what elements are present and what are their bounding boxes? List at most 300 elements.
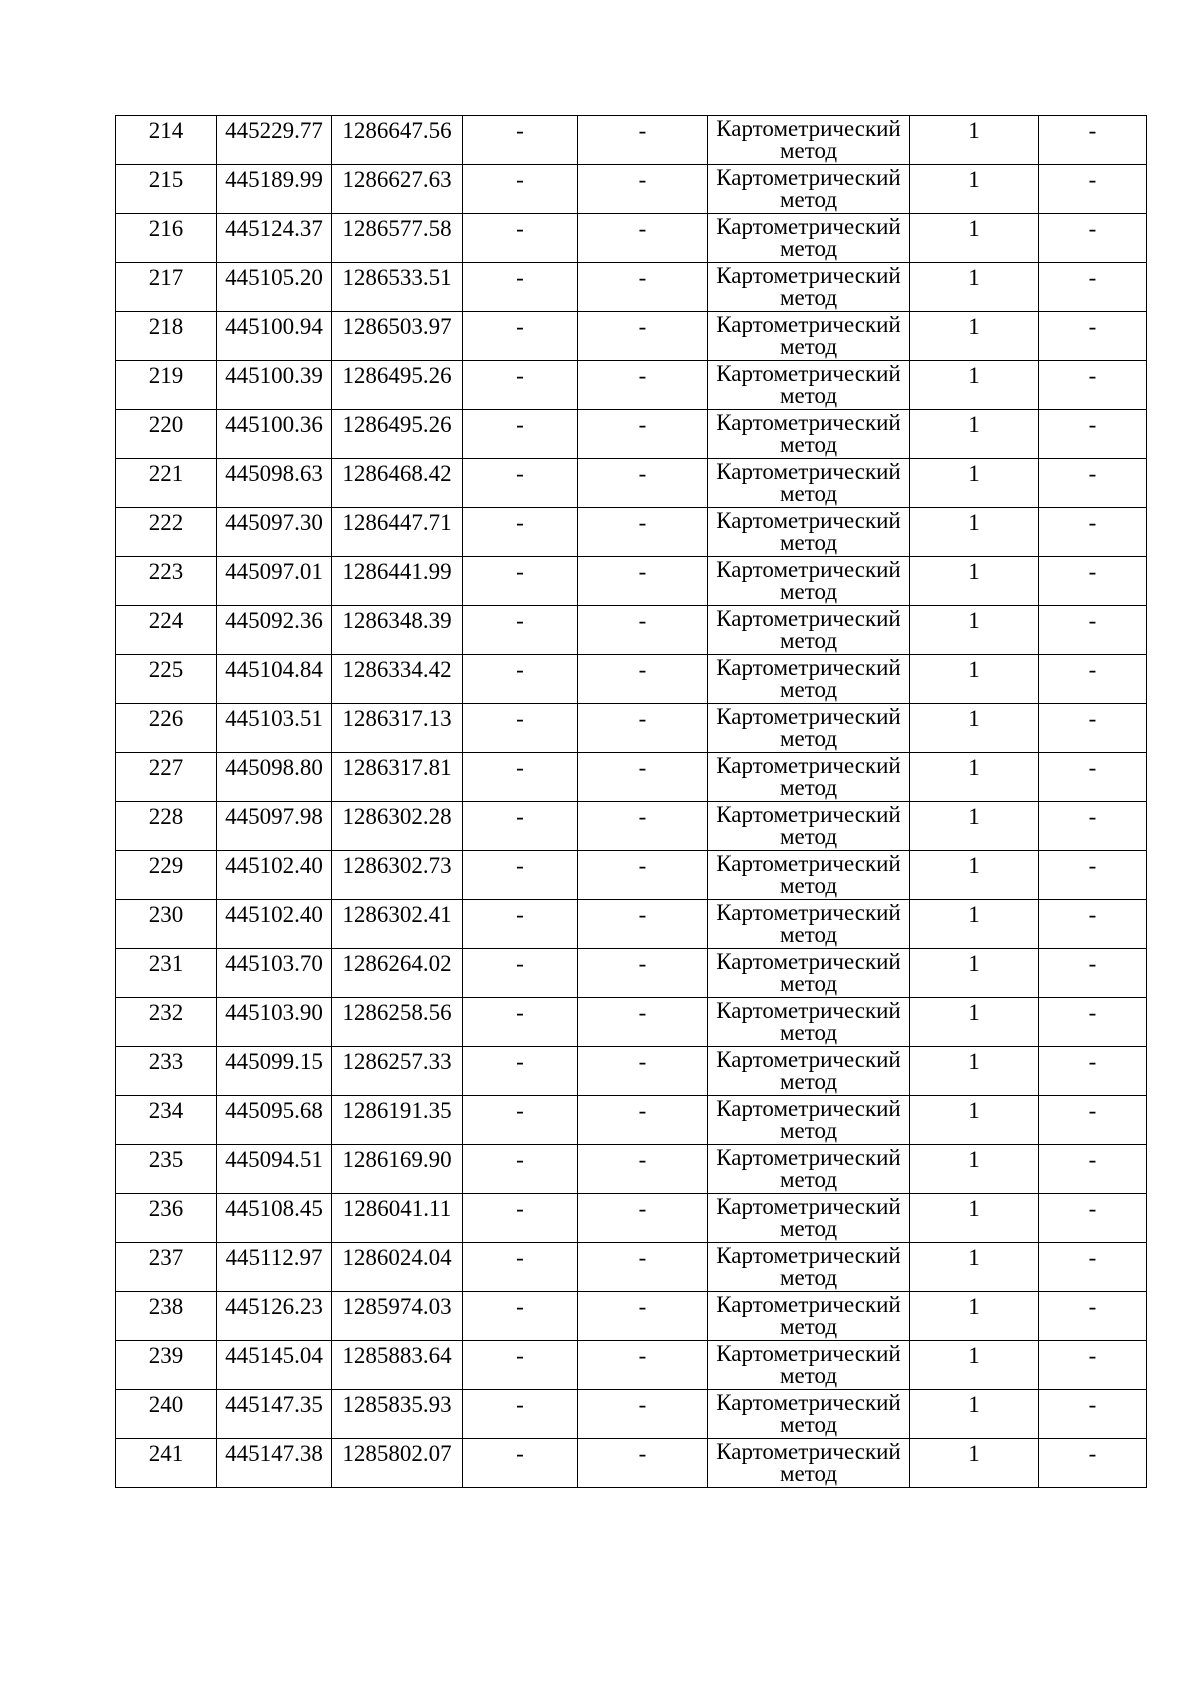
method-line-1: Картометрический: [716, 1243, 901, 1268]
column-4-cell: -: [463, 1145, 578, 1194]
method-cell: [708, 1243, 910, 1292]
method-line-1: Картометрический: [716, 606, 901, 631]
column-8-cell: -: [1039, 1243, 1147, 1292]
x-coordinate-cell: 445097.98: [217, 802, 332, 851]
point-number-cell: 238: [116, 1292, 217, 1341]
method-line-2: метод: [779, 824, 838, 849]
x-coordinate-cell: 445147.35: [217, 1390, 332, 1439]
x-coordinate-cell: 445189.99: [217, 165, 332, 214]
table-row: [116, 1292, 1147, 1341]
table-row: [116, 508, 1147, 557]
y-coordinate-cell: 1286468.42: [332, 459, 463, 508]
column-5-cell: -: [578, 949, 708, 998]
method-line-1: Картометрический: [716, 312, 901, 337]
column-5-cell: -: [578, 508, 708, 557]
x-coordinate-cell: 445098.63: [217, 459, 332, 508]
column-7-cell: 1: [910, 312, 1039, 361]
method-line-1: Картометрический: [716, 410, 901, 435]
method-line-2: метод: [779, 1118, 838, 1143]
column-7-cell: 1: [910, 263, 1039, 312]
method-cell: [708, 263, 910, 312]
x-coordinate-cell: 445103.70: [217, 949, 332, 998]
column-5-cell: -: [578, 410, 708, 459]
point-number-cell: 221: [116, 459, 217, 508]
method-line-2: метод: [779, 726, 838, 751]
method-cell: [708, 508, 910, 557]
method-line-1: Картометрический: [716, 508, 901, 533]
method-line-1: Картометрический: [716, 1439, 901, 1464]
table-row: [116, 802, 1147, 851]
column-4-cell: -: [463, 312, 578, 361]
x-coordinate-cell: 445145.04: [217, 1341, 332, 1390]
column-4-cell: -: [463, 655, 578, 704]
column-8-cell: -: [1039, 606, 1147, 655]
y-coordinate-cell: 1286169.90: [332, 1145, 463, 1194]
column-5-cell: -: [578, 704, 708, 753]
table-row: [116, 557, 1147, 606]
column-8-cell: -: [1039, 900, 1147, 949]
column-7-cell: 1: [910, 704, 1039, 753]
point-number-cell: 214: [116, 116, 217, 165]
method-line-2: метод: [779, 1412, 838, 1437]
column-4-cell: -: [463, 165, 578, 214]
point-number-cell: 232: [116, 998, 217, 1047]
column-8-cell: -: [1039, 949, 1147, 998]
method-line-1: Картометрический: [716, 116, 901, 141]
method-line-2: метод: [779, 334, 838, 359]
method-cell: [708, 1292, 910, 1341]
y-coordinate-cell: 1285974.03: [332, 1292, 463, 1341]
method-cell: [708, 851, 910, 900]
column-7-cell: 1: [910, 1292, 1039, 1341]
method-line-2: метод: [779, 922, 838, 947]
x-coordinate-cell: 445108.45: [217, 1194, 332, 1243]
table-row: [116, 312, 1147, 361]
y-coordinate-cell: 1285835.93: [332, 1390, 463, 1439]
point-number-cell: 220: [116, 410, 217, 459]
column-7-cell: 1: [910, 949, 1039, 998]
column-5-cell: -: [578, 214, 708, 263]
column-7-cell: 1: [910, 1096, 1039, 1145]
table-row: [116, 214, 1147, 263]
y-coordinate-cell: 1286317.81: [332, 753, 463, 802]
column-4-cell: -: [463, 998, 578, 1047]
x-coordinate-cell: 445112.97: [217, 1243, 332, 1292]
y-coordinate-cell: 1286627.63: [332, 165, 463, 214]
x-coordinate-cell: 445103.51: [217, 704, 332, 753]
column-8-cell: -: [1039, 312, 1147, 361]
column-4-cell: -: [463, 1341, 578, 1390]
column-7-cell: 1: [910, 214, 1039, 263]
method-line-1: Картометрический: [716, 214, 901, 239]
column-4-cell: -: [463, 361, 578, 410]
point-number-cell: 228: [116, 802, 217, 851]
column-8-cell: -: [1039, 851, 1147, 900]
point-number-cell: 236: [116, 1194, 217, 1243]
column-5-cell: -: [578, 263, 708, 312]
y-coordinate-cell: 1286041.11: [332, 1194, 463, 1243]
column-8-cell: -: [1039, 998, 1147, 1047]
table-row: [116, 1145, 1147, 1194]
column-7-cell: 1: [910, 508, 1039, 557]
table-row: [116, 753, 1147, 802]
column-8-cell: -: [1039, 508, 1147, 557]
table-row: [116, 851, 1147, 900]
column-4-cell: -: [463, 900, 578, 949]
table-row: [116, 998, 1147, 1047]
column-4-cell: -: [463, 949, 578, 998]
column-4-cell: -: [463, 1439, 578, 1488]
method-line-1: Картометрический: [716, 1096, 901, 1121]
point-number-cell: 240: [116, 1390, 217, 1439]
y-coordinate-cell: 1286348.39: [332, 606, 463, 655]
x-coordinate-cell: 445147.38: [217, 1439, 332, 1488]
column-5-cell: -: [578, 1145, 708, 1194]
column-8-cell: -: [1039, 263, 1147, 312]
x-coordinate-cell: 445102.40: [217, 851, 332, 900]
point-number-cell: 233: [116, 1047, 217, 1096]
column-7-cell: 1: [910, 1341, 1039, 1390]
method-cell: [708, 361, 910, 410]
method-line-1: Картометрический: [716, 802, 901, 827]
column-7-cell: 1: [910, 1047, 1039, 1096]
column-5-cell: -: [578, 851, 708, 900]
point-number-cell: 218: [116, 312, 217, 361]
column-7-cell: 1: [910, 116, 1039, 165]
column-8-cell: -: [1039, 802, 1147, 851]
point-number-cell: 229: [116, 851, 217, 900]
column-4-cell: -: [463, 1292, 578, 1341]
column-7-cell: 1: [910, 1390, 1039, 1439]
column-4-cell: -: [463, 1390, 578, 1439]
method-cell: [708, 214, 910, 263]
x-coordinate-cell: 445124.37: [217, 214, 332, 263]
method-line-2: метод: [779, 1314, 838, 1339]
column-8-cell: -: [1039, 459, 1147, 508]
column-4-cell: -: [463, 410, 578, 459]
table-row: [116, 900, 1147, 949]
point-number-cell: 231: [116, 949, 217, 998]
method-cell: [708, 1194, 910, 1243]
y-coordinate-cell: 1286533.51: [332, 263, 463, 312]
x-coordinate-cell: 445097.01: [217, 557, 332, 606]
column-7-cell: 1: [910, 998, 1039, 1047]
table-row: [116, 949, 1147, 998]
point-number-cell: 217: [116, 263, 217, 312]
method-line-2: метод: [779, 138, 838, 163]
method-cell: [708, 802, 910, 851]
column-8-cell: -: [1039, 655, 1147, 704]
column-8-cell: -: [1039, 557, 1147, 606]
point-number-cell: 225: [116, 655, 217, 704]
x-coordinate-cell: 445229.77: [217, 116, 332, 165]
method-line-1: Картометрический: [716, 753, 901, 778]
column-7-cell: 1: [910, 410, 1039, 459]
x-coordinate-cell: 445094.51: [217, 1145, 332, 1194]
column-4-cell: -: [463, 116, 578, 165]
point-number-cell: 227: [116, 753, 217, 802]
point-number-cell: 235: [116, 1145, 217, 1194]
column-4-cell: -: [463, 214, 578, 263]
table-row: [116, 410, 1147, 459]
method-line-1: Картометрический: [716, 557, 901, 582]
x-coordinate-cell: 445092.36: [217, 606, 332, 655]
y-coordinate-cell: 1286441.99: [332, 557, 463, 606]
method-cell: [708, 704, 910, 753]
point-number-cell: 237: [116, 1243, 217, 1292]
column-8-cell: -: [1039, 214, 1147, 263]
column-5-cell: -: [578, 557, 708, 606]
x-coordinate-cell: 445100.94: [217, 312, 332, 361]
column-5-cell: -: [578, 998, 708, 1047]
method-line-1: Картометрический: [716, 1341, 901, 1366]
column-5-cell: -: [578, 165, 708, 214]
column-7-cell: 1: [910, 900, 1039, 949]
method-line-1: Картометрический: [716, 459, 901, 484]
point-number-cell: 219: [116, 361, 217, 410]
y-coordinate-cell: 1286495.26: [332, 361, 463, 410]
column-8-cell: -: [1039, 1341, 1147, 1390]
coordinates-table: [115, 115, 1147, 1488]
point-number-cell: 234: [116, 1096, 217, 1145]
point-number-cell: 224: [116, 606, 217, 655]
method-line-2: метод: [779, 1216, 838, 1241]
column-5-cell: -: [578, 1243, 708, 1292]
method-line-2: метод: [779, 1265, 838, 1290]
method-cell: [708, 557, 910, 606]
method-cell: [708, 1341, 910, 1390]
method-line-2: метод: [779, 530, 838, 555]
column-7-cell: 1: [910, 606, 1039, 655]
method-line-1: Картометрический: [716, 949, 901, 974]
column-5-cell: -: [578, 1341, 708, 1390]
method-line-1: Картометрический: [716, 655, 901, 680]
column-8-cell: -: [1039, 1047, 1147, 1096]
method-cell: [708, 312, 910, 361]
column-5-cell: -: [578, 900, 708, 949]
column-4-cell: -: [463, 508, 578, 557]
method-cell: [708, 998, 910, 1047]
method-line-1: Картометрический: [716, 1292, 901, 1317]
table-row: [116, 606, 1147, 655]
column-5-cell: -: [578, 312, 708, 361]
column-4-cell: -: [463, 802, 578, 851]
column-5-cell: -: [578, 1439, 708, 1488]
x-coordinate-cell: 445103.90: [217, 998, 332, 1047]
method-line-1: Картометрический: [716, 1390, 901, 1415]
method-line-1: Картометрический: [716, 1047, 901, 1072]
method-cell: [708, 459, 910, 508]
point-number-cell: 239: [116, 1341, 217, 1390]
column-8-cell: -: [1039, 1390, 1147, 1439]
point-number-cell: 216: [116, 214, 217, 263]
y-coordinate-cell: 1286191.35: [332, 1096, 463, 1145]
method-line-1: Картометрический: [716, 1194, 901, 1219]
y-coordinate-cell: 1286258.56: [332, 998, 463, 1047]
column-8-cell: -: [1039, 1145, 1147, 1194]
method-line-2: метод: [779, 677, 838, 702]
column-5-cell: -: [578, 116, 708, 165]
method-cell: [708, 606, 910, 655]
column-7-cell: 1: [910, 165, 1039, 214]
column-8-cell: -: [1039, 704, 1147, 753]
method-line-2: метод: [779, 481, 838, 506]
point-number-cell: 226: [116, 704, 217, 753]
table-row: [116, 116, 1147, 165]
column-7-cell: 1: [910, 1243, 1039, 1292]
column-4-cell: -: [463, 263, 578, 312]
method-line-1: Картометрический: [716, 1145, 901, 1170]
table-row: [116, 1096, 1147, 1145]
method-cell: [708, 655, 910, 704]
method-line-2: метод: [779, 579, 838, 604]
table-row: [116, 165, 1147, 214]
point-number-cell: 223: [116, 557, 217, 606]
x-coordinate-cell: 445104.84: [217, 655, 332, 704]
column-5-cell: -: [578, 1096, 708, 1145]
column-4-cell: -: [463, 1047, 578, 1096]
table-row: [116, 361, 1147, 410]
column-7-cell: 1: [910, 1194, 1039, 1243]
y-coordinate-cell: 1286302.73: [332, 851, 463, 900]
y-coordinate-cell: 1286302.41: [332, 900, 463, 949]
y-coordinate-cell: 1286257.33: [332, 1047, 463, 1096]
y-coordinate-cell: 1286024.04: [332, 1243, 463, 1292]
x-coordinate-cell: 445095.68: [217, 1096, 332, 1145]
column-7-cell: 1: [910, 851, 1039, 900]
method-cell: [708, 900, 910, 949]
column-5-cell: -: [578, 753, 708, 802]
column-5-cell: -: [578, 606, 708, 655]
point-number-cell: 215: [116, 165, 217, 214]
table-row: [116, 1439, 1147, 1488]
column-8-cell: -: [1039, 1439, 1147, 1488]
y-coordinate-cell: 1286647.56: [332, 116, 463, 165]
method-line-2: метод: [779, 236, 838, 261]
y-coordinate-cell: 1285802.07: [332, 1439, 463, 1488]
column-5-cell: -: [578, 1194, 708, 1243]
x-coordinate-cell: 445100.39: [217, 361, 332, 410]
x-coordinate-cell: 445102.40: [217, 900, 332, 949]
method-line-2: метод: [779, 873, 838, 898]
column-5-cell: -: [578, 1292, 708, 1341]
column-7-cell: 1: [910, 1145, 1039, 1194]
method-line-1: Картометрический: [716, 361, 901, 386]
x-coordinate-cell: 445105.20: [217, 263, 332, 312]
method-line-2: метод: [779, 285, 838, 310]
method-line-2: метод: [779, 971, 838, 996]
y-coordinate-cell: 1286317.13: [332, 704, 463, 753]
point-number-cell: 241: [116, 1439, 217, 1488]
column-4-cell: -: [463, 557, 578, 606]
method-line-2: метод: [779, 1069, 838, 1094]
method-line-2: метод: [779, 1020, 838, 1045]
x-coordinate-cell: 445097.30: [217, 508, 332, 557]
method-cell: [708, 1390, 910, 1439]
method-line-1: Картометрический: [716, 263, 901, 288]
table-row: [116, 1390, 1147, 1439]
column-5-cell: -: [578, 361, 708, 410]
column-4-cell: -: [463, 1096, 578, 1145]
column-8-cell: -: [1039, 753, 1147, 802]
column-5-cell: -: [578, 802, 708, 851]
column-4-cell: -: [463, 606, 578, 655]
method-cell: [708, 116, 910, 165]
x-coordinate-cell: 445100.36: [217, 410, 332, 459]
column-7-cell: 1: [910, 753, 1039, 802]
column-4-cell: -: [463, 753, 578, 802]
x-coordinate-cell: 445099.15: [217, 1047, 332, 1096]
method-cell: [708, 410, 910, 459]
column-4-cell: -: [463, 851, 578, 900]
column-8-cell: -: [1039, 1096, 1147, 1145]
method-line-2: метод: [779, 1363, 838, 1388]
method-cell: [708, 1439, 910, 1488]
method-line-1: Картометрический: [716, 704, 901, 729]
column-7-cell: 1: [910, 802, 1039, 851]
table-row: [116, 655, 1147, 704]
method-line-2: метод: [779, 432, 838, 457]
method-line-2: метод: [779, 1461, 838, 1486]
column-4-cell: -: [463, 704, 578, 753]
table-row: [116, 1047, 1147, 1096]
method-cell: [708, 1047, 910, 1096]
table-row: [116, 263, 1147, 312]
column-4-cell: -: [463, 1243, 578, 1292]
method-line-1: Картометрический: [716, 900, 901, 925]
column-7-cell: 1: [910, 557, 1039, 606]
point-number-cell: 222: [116, 508, 217, 557]
method-line-1: Картометрический: [716, 998, 901, 1023]
method-cell: [708, 753, 910, 802]
method-cell: [708, 165, 910, 214]
column-5-cell: -: [578, 655, 708, 704]
column-8-cell: -: [1039, 1194, 1147, 1243]
column-5-cell: -: [578, 1047, 708, 1096]
column-8-cell: -: [1039, 361, 1147, 410]
table-row: [116, 1243, 1147, 1292]
column-7-cell: 1: [910, 361, 1039, 410]
table-row: [116, 1194, 1147, 1243]
column-4-cell: -: [463, 459, 578, 508]
y-coordinate-cell: 1286447.71: [332, 508, 463, 557]
column-7-cell: 1: [910, 1439, 1039, 1488]
method-line-1: Картометрический: [716, 165, 901, 190]
method-cell: [708, 1096, 910, 1145]
x-coordinate-cell: 445126.23: [217, 1292, 332, 1341]
method-line-2: метод: [779, 628, 838, 653]
method-line-2: метод: [779, 383, 838, 408]
column-8-cell: -: [1039, 1292, 1147, 1341]
y-coordinate-cell: 1286264.02: [332, 949, 463, 998]
y-coordinate-cell: 1285883.64: [332, 1341, 463, 1390]
column-8-cell: -: [1039, 165, 1147, 214]
table-row: [116, 459, 1147, 508]
table-body: [116, 116, 1147, 1488]
column-8-cell: -: [1039, 116, 1147, 165]
table-row: [116, 1341, 1147, 1390]
column-4-cell: -: [463, 1194, 578, 1243]
y-coordinate-cell: 1286302.28: [332, 802, 463, 851]
column-5-cell: -: [578, 1390, 708, 1439]
table-row: [116, 704, 1147, 753]
y-coordinate-cell: 1286334.42: [332, 655, 463, 704]
y-coordinate-cell: 1286503.97: [332, 312, 463, 361]
column-7-cell: 1: [910, 655, 1039, 704]
method-line-2: метод: [779, 187, 838, 212]
x-coordinate-cell: 445098.80: [217, 753, 332, 802]
column-5-cell: -: [578, 459, 708, 508]
